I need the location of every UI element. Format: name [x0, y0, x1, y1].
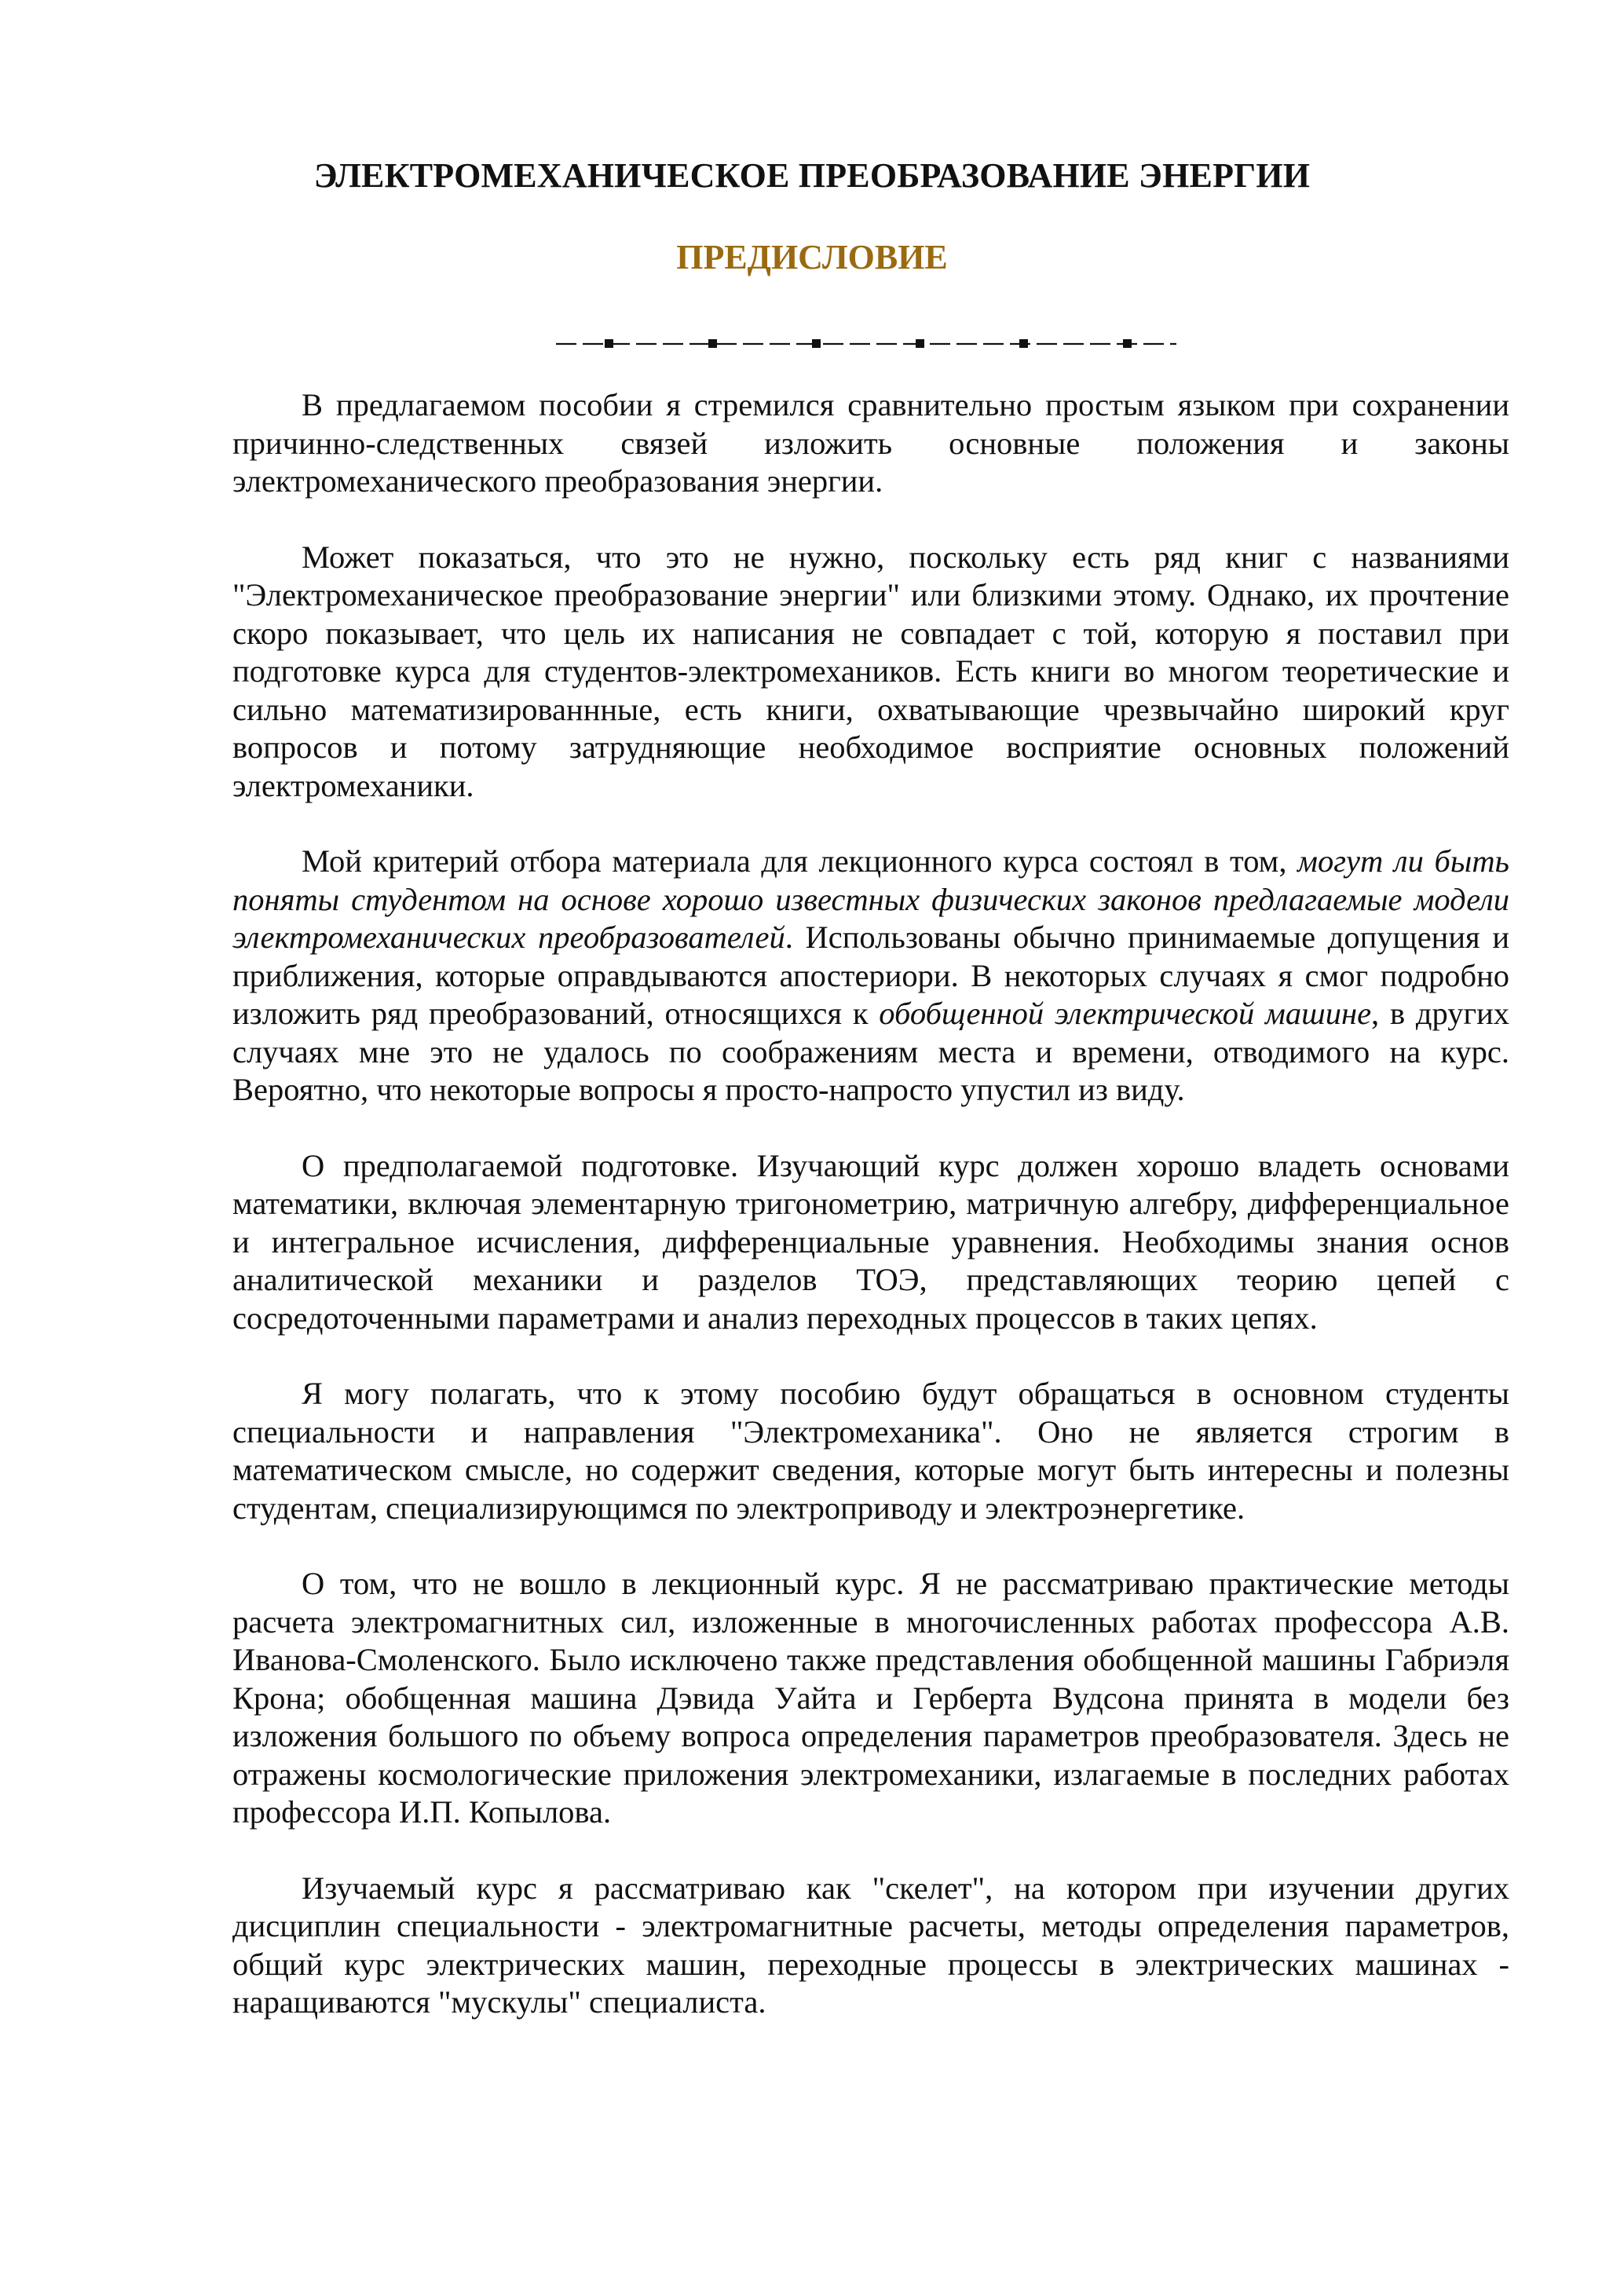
paragraph-6: О том, что не вошло в лекционный курс. Я не рассматриваю практические методы расчета электромагнитных сил, изложенные в многочисленных работах профессора А.В. Иванова-Смоленского. Было исключено также представления обобщенной машины Габриэля Крона; обобщенная машина Дэвида Уайта и Герберта Вудсона принята в модели без изложения большого по объему вопроса определения параметров преобразователя. Здесь не отражены космологические приложения электромеханики, излагаемые в последних работах профессора И.П. Копылова.	[232, 1566, 1509, 1830]
paragraph-1: В предлагаемом пособии я стремился сравнительно простым языком при сохранении причинно-следственных связей изложить основные положения и законы электромеханического преобразования энергии.	[232, 387, 1509, 499]
section-title: ПРЕДИСЛОВИЕ	[676, 238, 948, 276]
italic-phrase-1: могут ли быть поняты студентом на основе хорошо известных физических законов предлагаемые модели электромеханических преобразователей	[232, 843, 1509, 955]
paragraph-3: Мой критерий отбора материала для лекционного курса состоял в том, могут ли быть поняты студентом на основе хорошо известных физических законов предлагаемые модели электромеханических преобразователей. Использованы обычно принимаемые допущения и приближения, которые оправдываются апостериори. В некоторых случаях я смог подробно изложить ряд преобразований, относящихся к обобщенной электрической машине, в других случаях мне это не удалось по соображениям места и времени, отводимого на курс. Вероятно, что некоторые вопросы я просто-напросто упустил из виду.	[232, 843, 1510, 1107]
italic-phrase-2: обобщенной электрической машине	[879, 996, 1372, 1031]
paragraph-2: Может показаться, что это не нужно, поскольку есть ряд книг с названиями "Электромеханическое преобразование энергии" или близкими этому. Однако, их прочтение скоро показывает, что цель их написания не совпадает с той, которую я поставил при подготовке курса для студентов-электромехаников. Есть книги во многом теоретические и сильно математизированнные, есть книги, охватывающие чрезвычайно широкий круг вопросов и потому затрудняющие необходимое восприятие основных положений электромеханики.	[232, 539, 1509, 803]
document-title: ЭЛЕКТРОМЕХАНИЧЕСКОЕ ПРЕОБРАЗОВАНИЕ ЭНЕРГИИ	[313, 156, 1311, 195]
paragraph-7: Изучаемый курс я рассматриваю как "скелет", на котором при изучении других дисциплин специальности - электромагнитные расчеты, методы определения параметров, общий курс электрических машин, переходные процессы в электрических машинах - наращиваются "мускулы" специалиста.	[232, 1870, 1509, 2020]
paragraph-4: О предполагаемой подготовке. Изучающий курс должен хорошо владеть основами математики, включая элементарную тригонометрию, матричную алгебру, дифференциальное и интегральное исчисления, дифференциальные уравнения. Необходимы знания основ аналитической механики и разделов ТОЭ, представляющих теорию цепей с сосредоточенными параметрами и анализ переходных процессов в таких цепях.	[232, 1147, 1509, 1336]
preface-body	[232, 386, 1509, 2060]
ornamental-divider	[556, 335, 1176, 353]
paragraph-5: Я могу полагать, что к этому пособию будут обращаться в основном студенты специальности и направления "Электромеханика". Оно не является строгим в математическом смысле, но содержит сведения, которые могут быть интересны и полезны студентам, специализирующимся по электроприводу и электроэнергетике.	[232, 1376, 1509, 1526]
